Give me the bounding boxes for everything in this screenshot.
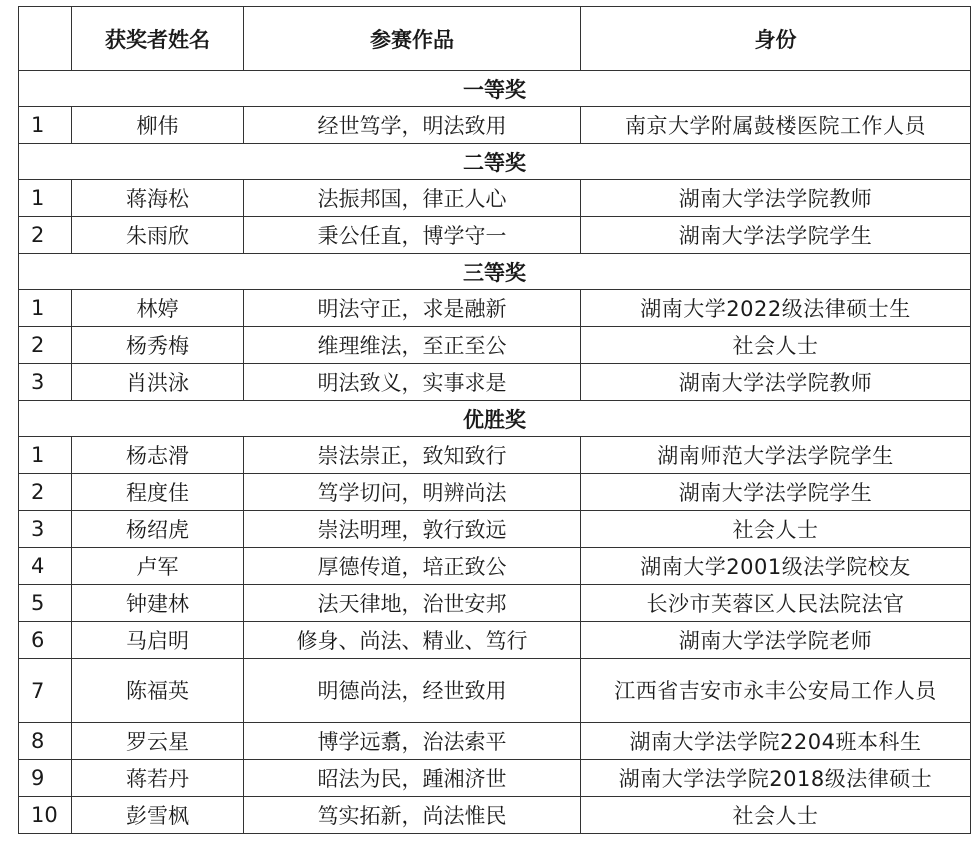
entry-title: 秉公任直，博学守一 [244, 217, 581, 254]
winner-identity: 南京大学附属鼓楼医院工作人员 [581, 107, 971, 144]
row-index: 3 [19, 364, 72, 401]
award-table-body [19, 71, 971, 834]
table-row [19, 622, 971, 659]
winner-name: 杨秀梅 [72, 327, 244, 364]
award-table [18, 6, 971, 834]
winner-identity: 湖南大学法学院教师 [581, 364, 971, 401]
winner-name: 朱雨欣 [72, 217, 244, 254]
winner-name: 杨志滑 [72, 437, 244, 474]
winner-identity: 湖南大学法学院2018级法律硕士 [581, 760, 971, 797]
winner-name: 蒋海松 [72, 180, 244, 217]
category-title: 优胜奖 [19, 401, 971, 437]
table-row [19, 107, 971, 144]
header-identity: 身份 [581, 7, 971, 71]
winner-name: 陈福英 [72, 659, 244, 723]
winner-name: 程度佳 [72, 474, 244, 511]
entry-title: 法振邦国，律正人心 [244, 180, 581, 217]
winner-identity: 湖南大学法学院学生 [581, 217, 971, 254]
winner-identity: 长沙市芙蓉区人民法院法官 [581, 585, 971, 622]
row-index: 1 [19, 290, 72, 327]
table-row [19, 437, 971, 474]
entry-title: 崇法崇正，致知致行 [244, 437, 581, 474]
category-title: 三等奖 [19, 254, 971, 290]
winner-identity: 湖南师范大学法学院学生 [581, 437, 971, 474]
winner-identity: 湖南大学法学院教师 [581, 180, 971, 217]
winner-name: 杨绍虎 [72, 511, 244, 548]
winner-name: 卢军 [72, 548, 244, 585]
winner-identity: 社会人士 [581, 797, 971, 834]
winner-identity: 社会人士 [581, 511, 971, 548]
winner-identity: 湖南大学法学院2204班本科生 [581, 723, 971, 760]
winner-identity: 湖南大学法学院老师 [581, 622, 971, 659]
row-index: 2 [19, 327, 72, 364]
entry-title: 博学远翥，治法索平 [244, 723, 581, 760]
winner-name: 罗云星 [72, 723, 244, 760]
winner-name: 肖洪泳 [72, 364, 244, 401]
entry-title: 明法守正，求是融新 [244, 290, 581, 327]
category-row [19, 254, 971, 290]
row-index: 7 [19, 659, 72, 723]
row-index: 3 [19, 511, 72, 548]
row-index: 8 [19, 723, 72, 760]
winner-name: 柳伟 [72, 107, 244, 144]
winner-name: 钟建林 [72, 585, 244, 622]
winner-identity: 湖南大学2001级法学院校友 [581, 548, 971, 585]
entry-title: 崇法明理，敦行致远 [244, 511, 581, 548]
row-index: 2 [19, 217, 72, 254]
table-row [19, 180, 971, 217]
winner-identity: 湖南大学法学院学生 [581, 474, 971, 511]
entry-title: 明德尚法，经世致用 [244, 659, 581, 723]
winner-name: 彭雪枫 [72, 797, 244, 834]
table-row [19, 217, 971, 254]
category-title: 一等奖 [19, 71, 971, 107]
row-index: 1 [19, 180, 72, 217]
header-work: 参赛作品 [244, 7, 581, 71]
entry-title: 笃学切问，明辨尚法 [244, 474, 581, 511]
entry-title: 厚德传道，培正致公 [244, 548, 581, 585]
entry-title: 法天律地，治世安邦 [244, 585, 581, 622]
table-row [19, 548, 971, 585]
table-row [19, 290, 971, 327]
entry-title: 经世笃学，明法致用 [244, 107, 581, 144]
row-index: 1 [19, 107, 72, 144]
header-name: 获奖者姓名 [72, 7, 244, 71]
winner-name: 蒋若丹 [72, 760, 244, 797]
row-index: 5 [19, 585, 72, 622]
table-row [19, 511, 971, 548]
entry-title: 昭法为民，踵湘济世 [244, 760, 581, 797]
table-row [19, 364, 971, 401]
entry-title: 笃实拓新，尚法惟民 [244, 797, 581, 834]
table-row [19, 760, 971, 797]
table-row [19, 797, 971, 834]
row-index: 2 [19, 474, 72, 511]
category-title: 二等奖 [19, 144, 971, 180]
winner-name: 马启明 [72, 622, 244, 659]
winner-identity: 社会人士 [581, 327, 971, 364]
entry-title: 明法致义，实事求是 [244, 364, 581, 401]
row-index: 9 [19, 760, 72, 797]
winner-identity: 江西省吉安市永丰公安局工作人员 [581, 659, 971, 723]
row-index: 10 [19, 797, 72, 834]
table-row [19, 585, 971, 622]
table-row [19, 723, 971, 760]
row-index: 1 [19, 437, 72, 474]
entry-title: 修身、尚法、精业、笃行 [244, 622, 581, 659]
category-row [19, 401, 971, 437]
row-index: 4 [19, 548, 72, 585]
header-index [19, 7, 72, 71]
header-row [19, 7, 971, 71]
table-row [19, 659, 971, 723]
table-row [19, 327, 971, 364]
winner-identity: 湖南大学2022级法律硕士生 [581, 290, 971, 327]
row-index: 6 [19, 622, 72, 659]
category-row [19, 144, 971, 180]
winner-name: 林婷 [72, 290, 244, 327]
category-row [19, 71, 971, 107]
entry-title: 维理维法，至正至公 [244, 327, 581, 364]
table-row [19, 474, 971, 511]
